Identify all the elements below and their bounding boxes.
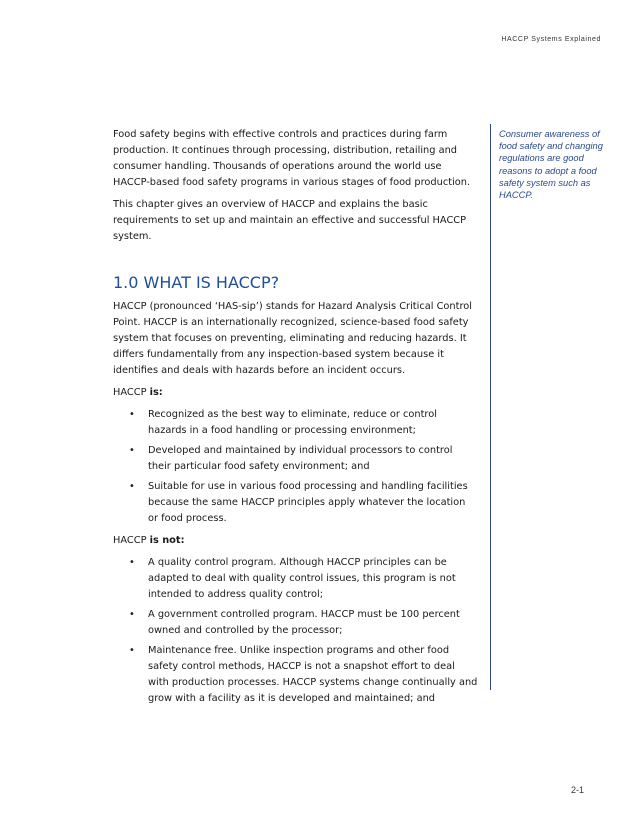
bullet-icon: •: [129, 557, 135, 568]
sidebar-note: Consumer awareness of food safety and changing regulations are good reasons to adopt a food safety system such as HACCP.: [499, 129, 603, 201]
list-item: • Maintenance free. Unlike inspection programs and other food safety control methods, HACCP is not a snapshot effort to deal with production processes. HACCP systems change continually and grow with a facility as it is developed and maintained; and: [129, 645, 478, 704]
main-content: [113, 127, 478, 713]
bullet-icon: •: [129, 645, 135, 656]
bullet-icon: •: [129, 481, 135, 492]
is-not-list: [113, 555, 478, 707]
section-heading: 1.0 WHAT IS HACCP?: [113, 273, 280, 292]
section-body: HACCP (pronounced ‘HAS-sip’) stands for Hazard Analysis Critical Control Point. HACCP is an internationally recognized, science-based food safety system that focuses on preventing, eliminating and reducing hazards. It differs fundamentally from any inspection-based system because it identifies and deals with hazards before an incident occurs.: [113, 301, 473, 376]
sidebar-divider: [490, 124, 491, 690]
bullet-icon: •: [129, 445, 135, 456]
is-not-label: HACCP is not:: [113, 535, 185, 546]
is-label: HACCP is:: [113, 387, 163, 398]
intro-paragraph-2: This chapter gives an overview of HACCP and explains the basic requirements to set up and maintain an effective and successful HACCP system.: [113, 199, 467, 242]
list-item: • Suitable for use in various food processing and handling facilities because the same HACCP principles apply whatever the location or food process.: [129, 481, 468, 524]
is-list: [113, 407, 478, 527]
list-item: • Developed and maintained by individual processors to control their particular food safety environment; and: [129, 445, 453, 472]
list-item: • A government controlled program. HACCP must be 100 percent owned and controlled by the processor;: [129, 609, 460, 636]
list-item: • Recognized as the best way to eliminate, reduce or control hazards in a food handling or processing environment;: [129, 409, 437, 436]
page-number: 2-1: [570, 785, 584, 795]
bullet-icon: •: [129, 609, 135, 620]
intro-paragraph-1: Food safety begins with effective controls and practices during farm production. It continues through processing, distribution, retailing and consumer handling. Thousands of operations around the world use HACCP-based food safety programs in various stages of food production.: [113, 129, 471, 188]
list-item: • A quality control program. Although HACCP principles can be adapted to deal with quality control issues, this program is not intended to address quality control;: [129, 557, 456, 600]
running-header: HACCP Systems Explained: [501, 36, 601, 43]
bullet-icon: •: [129, 409, 135, 420]
